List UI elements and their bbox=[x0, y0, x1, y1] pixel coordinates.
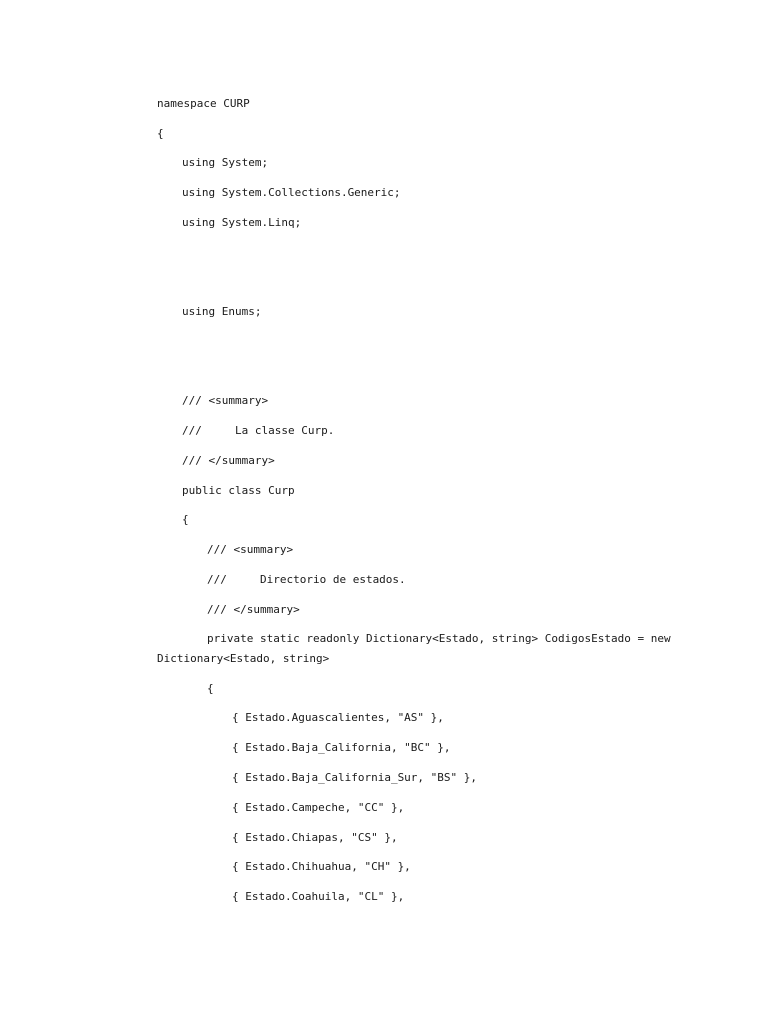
code-line-summary-close: /// </summary> bbox=[182, 454, 275, 467]
code-line-entry-coahuila: { Estado.Coahuila, "CL" }, bbox=[232, 890, 405, 903]
code-line-class-declaration: public class Curp bbox=[182, 484, 295, 497]
code-line-entry-baja-california: { Estado.Baja_California, "BC" }, bbox=[232, 741, 451, 754]
code-line-dictionary-continuation: Dictionary<Estado, string> bbox=[157, 652, 330, 665]
code-line-entry-chihuahua: { Estado.Chihuahua, "CH" }, bbox=[232, 860, 411, 873]
code-line-entry-aguascalientes: { Estado.Aguascalientes, "AS" }, bbox=[232, 711, 444, 724]
code-line-summary-open: /// <summary> bbox=[182, 394, 269, 407]
code-line-using-collections: using System.Collections.Generic; bbox=[182, 186, 401, 199]
code-line-class-open-brace: { bbox=[182, 513, 189, 526]
code-line-entry-chiapas: { Estado.Chiapas, "CS" }, bbox=[232, 831, 398, 844]
code-line-summary-open-2: /// <summary> bbox=[207, 543, 294, 556]
code-line-dictionary-declaration: private static readonly Dictionary<Estado, string> CodigosEstado = new bbox=[207, 632, 671, 645]
code-line-using-linq: using System.Linq; bbox=[182, 216, 302, 229]
code-line-using-system: using System; bbox=[182, 156, 269, 169]
code-line-summary-text-2: /// Directorio de estados. bbox=[207, 573, 406, 586]
code-line-open-brace: { bbox=[157, 127, 164, 140]
code-line-summary-close-2: /// </summary> bbox=[207, 603, 300, 616]
code-line-using-enums: using Enums; bbox=[182, 305, 262, 318]
code-line-dictionary-open-brace: { bbox=[207, 682, 214, 695]
code-line-entry-campeche: { Estado.Campeche, "CC" }, bbox=[232, 801, 405, 814]
code-line-namespace: namespace CURP bbox=[157, 97, 250, 110]
code-line-entry-baja-california-sur: { Estado.Baja_California_Sur, "BS" }, bbox=[232, 771, 478, 784]
code-line-summary-text: /// La classe Curp. bbox=[182, 424, 335, 437]
